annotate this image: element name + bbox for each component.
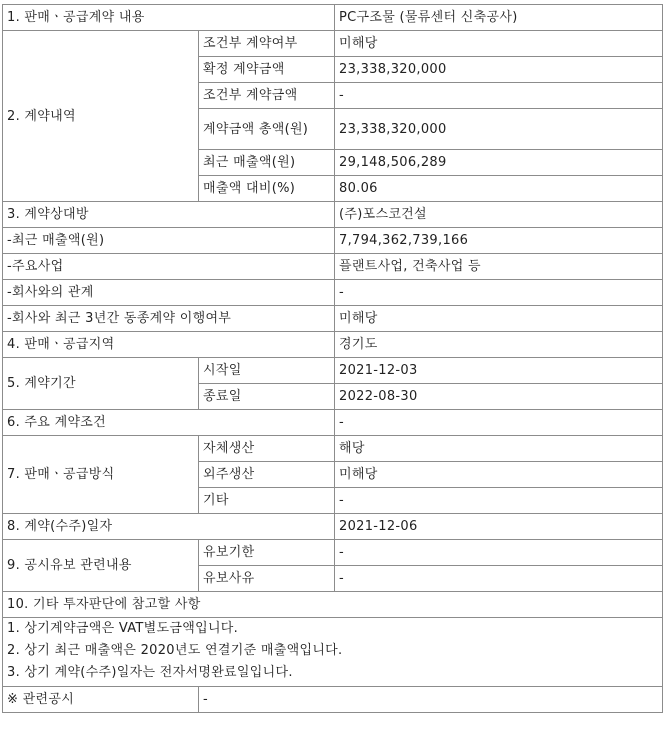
sub-label: 시작일 [199, 358, 335, 384]
table-row [3, 254, 663, 280]
row-label-other-notes: 10. 기타 투자판단에 참고할 사항 [3, 592, 663, 618]
row-value-counterparty: (주)포스코건설 [335, 202, 663, 228]
sub-label: 유보사유 [199, 566, 335, 592]
note-line: 3. 상기 계약(수주)일자는 전자서명완료일입니다. [7, 665, 293, 680]
row-label-contract-content: 1. 판매ㆍ공급계약 내용 [3, 5, 335, 31]
sub-value: 80.06 [335, 176, 663, 202]
row-value-contract-content: PC구조물 (물류센터 신축공사) [335, 5, 663, 31]
sub-value: 미해당 [335, 462, 663, 488]
sub-value: - [335, 540, 663, 566]
sub-label: 최근 매출액(원) [199, 150, 335, 176]
row-label-relationship: -회사와의 관계 [3, 280, 335, 306]
sub-label: 조건부 계약금액 [199, 83, 335, 109]
sub-label: 유보기한 [199, 540, 335, 566]
row-label-counterparty: 3. 계약상대방 [3, 202, 335, 228]
row-label-contract-period: 5. 계약기간 [3, 358, 199, 410]
table-row [3, 31, 663, 57]
row-value-contract-date: 2021-12-06 [335, 514, 663, 540]
sub-label: 외주생산 [199, 462, 335, 488]
row-value-relationship: - [335, 280, 663, 306]
row-label-disclosure-deferral: 9. 공시유보 관련내용 [3, 540, 199, 592]
table-row [3, 280, 663, 306]
sub-label: 조건부 계약여부 [199, 31, 335, 57]
table-row [3, 332, 663, 358]
row-label-supply-region: 4. 판매ㆍ공급지역 [3, 332, 335, 358]
row-value-supply-region: 경기도 [335, 332, 663, 358]
table-row [3, 228, 663, 254]
row-label-contract-date: 8. 계약(수주)일자 [3, 514, 335, 540]
table-row [3, 618, 663, 687]
row-value-similar-contracts: 미해당 [335, 306, 663, 332]
sub-label: 계약금액 총액(원) [199, 109, 335, 150]
row-value-main-conditions: - [335, 410, 663, 436]
sub-value: 2022-08-30 [335, 384, 663, 410]
notes-cell [3, 618, 663, 687]
row-label-similar-contracts: -회사와 최근 3년간 동종계약 이행여부 [3, 306, 335, 332]
row-label-related-disclosure: ※ 관련공시 [3, 687, 199, 713]
table-row [3, 5, 663, 31]
sub-value: - [335, 488, 663, 514]
sub-label: 확정 계약금액 [199, 57, 335, 83]
sub-value: - [335, 83, 663, 109]
sub-label: 매출액 대비(%) [199, 176, 335, 202]
row-label-counterparty-revenue: -최근 매출액(원) [3, 228, 335, 254]
table-row [3, 687, 663, 713]
note-line: 1. 상기계약금액은 VAT별도금액입니다. [7, 621, 239, 636]
row-value-main-business: 플랜트사업, 건축사업 등 [335, 254, 663, 280]
row-value-counterparty-revenue: 7,794,362,739,166 [335, 228, 663, 254]
sub-value: 2021-12-03 [335, 358, 663, 384]
sub-value: 23,338,320,000 [335, 109, 663, 150]
table-row [3, 306, 663, 332]
table-row [3, 202, 663, 228]
table-row [3, 436, 663, 462]
sub-value: 29,148,506,289 [335, 150, 663, 176]
row-label-contract-details: 2. 계약내역 [3, 31, 199, 202]
sub-value: 23,338,320,000 [335, 57, 663, 83]
sub-label: 자체생산 [199, 436, 335, 462]
row-value-related-disclosure: - [199, 687, 663, 713]
row-label-main-business: -주요사업 [3, 254, 335, 280]
sub-value: 미해당 [335, 31, 663, 57]
row-label-main-conditions: 6. 주요 계약조건 [3, 410, 335, 436]
table-row [3, 410, 663, 436]
sub-label: 기타 [199, 488, 335, 514]
table-row [3, 358, 663, 384]
disclosure-table [2, 4, 663, 713]
sub-value: - [335, 566, 663, 592]
sub-label: 종료일 [199, 384, 335, 410]
sub-value: 해당 [335, 436, 663, 462]
table-row [3, 514, 663, 540]
table-row [3, 540, 663, 566]
row-label-supply-method: 7. 판매ㆍ공급방식 [3, 436, 199, 514]
table-row [3, 592, 663, 618]
note-line: 2. 상기 최근 매출액은 2020년도 연결기준 매출액입니다. [7, 643, 343, 658]
